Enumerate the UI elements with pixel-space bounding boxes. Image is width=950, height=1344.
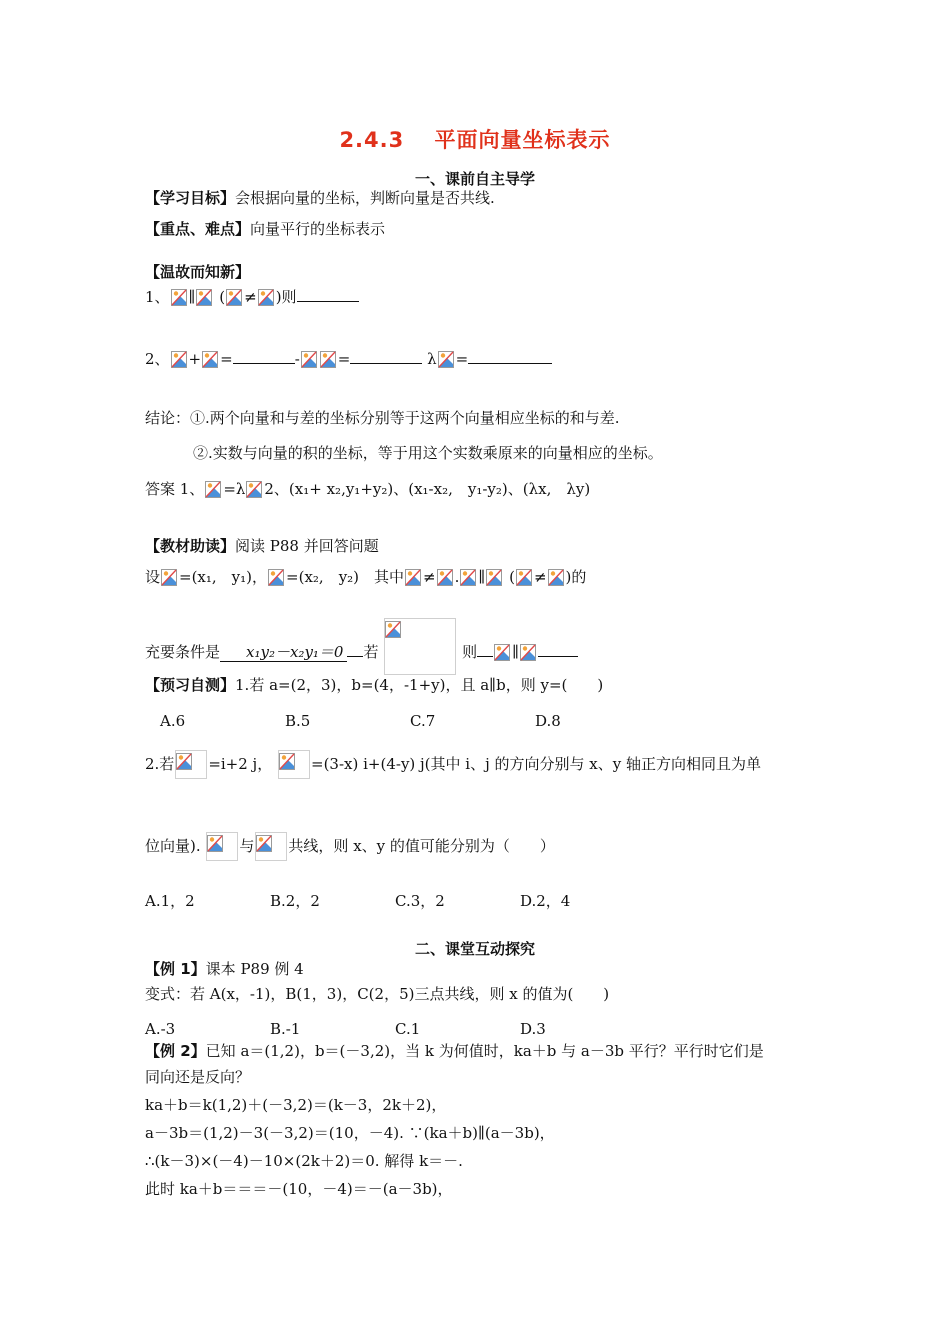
vector-image-icon <box>202 349 219 371</box>
answer-blank <box>347 656 363 657</box>
example-1-text: 课本 P89 例 4 <box>205 960 304 978</box>
answer-blank <box>297 287 359 302</box>
not-equal-symbol: ≠ <box>533 568 547 586</box>
q2-prefix: 2.若 <box>145 755 175 773</box>
q2-line2-tail: 共线，则 x、y 的值可能分别为（ ） <box>288 837 555 855</box>
conclusion-1 <box>145 408 620 428</box>
vector-image-icon <box>278 750 310 779</box>
set-prefix: 设 <box>145 568 161 586</box>
example-2-line2: 同向还是反向？ <box>145 1068 251 1086</box>
vector-image-icon <box>205 479 222 501</box>
broken-image-glyph <box>385 619 402 641</box>
key-points <box>145 219 385 239</box>
textbook-guide <box>145 536 379 556</box>
textbook-label: 【教材助读】 <box>145 537 236 555</box>
option-d: D.3 <box>520 1020 546 1038</box>
broken-image-glyph <box>268 567 285 589</box>
vector-image-icon <box>405 567 422 589</box>
review-item-1 <box>145 287 359 309</box>
parallel-symbol: ∥ <box>512 643 520 661</box>
vector-image-icon <box>226 287 243 309</box>
broken-image-glyph <box>207 833 224 855</box>
example-1 <box>145 959 304 979</box>
answer-mid: =λ <box>223 480 246 498</box>
broken-image-glyph <box>516 567 533 589</box>
vector-image-icon <box>460 567 477 589</box>
vector-image-icon <box>255 832 287 861</box>
broken-image-glyph <box>494 642 511 664</box>
solution-line-2: a－3b＝(1,2)－3(－3,2)＝(10，－4). ∵(ka＋b)∥(a－3b)， <box>145 1124 555 1142</box>
paren-open: ( <box>219 288 226 306</box>
equals-symbol: = <box>220 350 233 368</box>
conclusion-1-text: ①.两个向量和与差的坐标分别等于这两个向量相应坐标的和与差. <box>190 409 620 427</box>
answer-blank <box>233 349 295 364</box>
option-a: A.6 <box>160 712 186 730</box>
answer-blank <box>468 349 552 364</box>
option-c: C.7 <box>410 712 436 730</box>
vector-image-icon <box>494 642 511 664</box>
preview-label: 【预习自测】 <box>145 676 236 694</box>
review1-prefix: 1、 <box>145 288 170 306</box>
example-1-label: 【例 1】 <box>145 960 206 978</box>
example-2-label: 【例 2】 <box>145 1042 206 1060</box>
broken-image-glyph <box>202 349 219 371</box>
preview-q2 <box>145 750 761 779</box>
vector-image-icon <box>548 567 565 589</box>
vector-image-icon <box>516 567 533 589</box>
vector-image-icon <box>384 618 456 675</box>
review2-prefix: 2、 <box>145 350 170 368</box>
parallel-symbol: ∥ <box>188 288 196 306</box>
q2-options <box>145 891 570 911</box>
vector-image-icon <box>196 287 213 309</box>
vector-image-icon <box>268 567 285 589</box>
equals-symbol: = <box>455 350 469 368</box>
vector-image-icon <box>246 479 263 501</box>
lambda-symbol: λ <box>427 350 437 368</box>
vector-image-icon <box>438 349 455 371</box>
review-heading: 【温故而知新】 <box>145 263 251 281</box>
section-heading-2: 二、课堂互动探究 <box>414 940 535 958</box>
q2-part1: =i+2 j， <box>208 755 273 773</box>
not-equal-symbol: ≠ <box>423 568 436 586</box>
answer-rest: 2、(x₁+ x₂,y₁+y₂)、(x₁-x₂, y₁-y₂)、(λx, λy) <box>264 480 591 498</box>
goal-label: 【学习目标】 <box>145 189 236 207</box>
setup-line: 设 =(x₁, y₁)， =(x₂, y₂) 其中 ≠ . ∥ ( ≠ )的 <box>145 567 586 589</box>
option-a: A.1，2 <box>145 892 195 910</box>
broken-image-glyph <box>161 567 178 589</box>
review1-tail: )则 <box>275 288 297 306</box>
answer-prefix: 答案 1、 <box>145 480 205 498</box>
answer-line <box>145 479 590 501</box>
broken-image-glyph <box>196 287 213 309</box>
condition-then: 则 <box>462 643 478 661</box>
answer-blank <box>477 642 493 657</box>
vector-image-icon <box>301 349 318 371</box>
equals-symbol: = <box>337 350 351 368</box>
option-d: D.8 <box>535 712 561 730</box>
plus-symbol: + <box>188 350 202 368</box>
broken-image-glyph <box>279 751 296 773</box>
goal-text: 会根据向量的坐标，判断向量是否共线. <box>235 189 495 207</box>
broken-image-glyph <box>438 349 455 371</box>
vector-image-icon <box>320 349 337 371</box>
option-b: B.5 <box>285 712 311 730</box>
broken-image-glyph <box>486 567 503 589</box>
vector-image-icon <box>175 750 207 779</box>
not-equal-symbol: ≠ <box>244 288 257 306</box>
broken-image-glyph <box>520 642 537 664</box>
parallel-symbol: ∥ <box>478 568 486 586</box>
broken-image-glyph <box>171 287 188 309</box>
broken-image-glyph <box>320 349 337 371</box>
condition-line <box>145 618 578 675</box>
conclusion-2: ②.实数与向量的积的坐标，等于用这个实数乘原来的向量相应的坐标。 <box>193 444 663 462</box>
dot-symbol: . <box>454 568 460 586</box>
set-a: =(x₁, y₁)， <box>179 568 268 586</box>
example-1-variant: 变式：若 A(x，-1)，B(1，3)，C(2，5)三点共线，则 x 的值为( ) <box>145 985 610 1003</box>
broken-image-glyph <box>301 349 318 371</box>
condition-if: 若 <box>363 643 379 661</box>
set-b: =(x₂, y₂) 其中 <box>286 568 405 586</box>
solution-line-3: ∴(k－3)×(－4)－10×(2k＋2)＝0. 解得 k＝－. <box>145 1152 463 1170</box>
preview-q2-line2 <box>145 832 555 861</box>
answer-blank <box>350 349 422 364</box>
option-b: B.-1 <box>270 1020 301 1038</box>
broken-image-glyph <box>205 479 222 501</box>
question-1: 1.若 a=(2，3)，b=(4，-1+y)，且 a∥b，则 y=( ) <box>235 676 604 694</box>
vector-image-icon <box>171 287 188 309</box>
review-label <box>145 262 250 282</box>
review-item-2 <box>145 349 552 371</box>
example-2 <box>145 1041 764 1061</box>
option-c: C.3，2 <box>395 892 445 910</box>
broken-image-glyph <box>176 751 193 773</box>
answer-blank <box>538 642 578 657</box>
vector-image-icon <box>206 832 238 861</box>
condition-formula: x₁y₂－x₂y₁＝0 <box>220 643 347 662</box>
broken-image-glyph <box>437 567 454 589</box>
vector-image-icon <box>258 287 275 309</box>
option-d: D.2，4 <box>520 892 571 910</box>
broken-image-glyph <box>548 567 565 589</box>
broken-image-glyph <box>171 349 188 371</box>
textbook-text: 阅读 P88 并回答问题 <box>235 537 379 555</box>
broken-image-glyph <box>246 479 263 501</box>
section-heading-1: 一、课前自主导学 <box>414 170 535 188</box>
conclusion-label: 结论： <box>145 409 191 427</box>
vector-image-icon <box>171 349 188 371</box>
option-b: B.2，2 <box>270 892 320 910</box>
solution-line-1: ka＋b＝k(1,2)＋(－3,2)＝(k－3，2k＋2)， <box>145 1096 447 1114</box>
broken-image-glyph <box>405 567 422 589</box>
learning-goal <box>145 188 495 208</box>
broken-image-glyph <box>226 287 243 309</box>
broken-image-glyph <box>258 287 275 309</box>
vector-image-icon <box>520 642 537 664</box>
solution-line-4: 此时 ka＋b＝＝＝－(10，－4)＝－(a－3b)， <box>145 1180 453 1198</box>
option-a: A.-3 <box>145 1020 176 1038</box>
q1-options <box>160 711 561 731</box>
vector-image-icon <box>437 567 454 589</box>
set-tail: )的 <box>565 568 587 586</box>
minus-symbol: - <box>294 350 300 368</box>
example-2-text: 已知 a＝(1,2)，b＝(－3,2)，当 k 为何值时，ka＋b 与 a－3b 平行？平行时它们是 <box>205 1042 764 1060</box>
condition-prefix: 充要条件是 <box>145 643 221 661</box>
vector-image-icon <box>161 567 178 589</box>
q2-with: 与 <box>239 837 255 855</box>
vector-image-icon <box>486 567 503 589</box>
ex1-options <box>145 1019 546 1039</box>
broken-image-glyph <box>256 833 273 855</box>
key-text: 向量平行的坐标表示 <box>250 220 386 238</box>
option-c: C.1 <box>395 1020 421 1038</box>
preview-q1 <box>145 675 603 695</box>
q2-part2: =(3-x) i+(4-y) j(其中 i、j 的方向分别与 x、y 轴正方向相同且为单 <box>311 755 761 773</box>
q2-line2-prefix: 位向量). <box>145 837 201 855</box>
key-label: 【重点、难点】 <box>145 220 251 238</box>
broken-image-glyph <box>460 567 477 589</box>
page-title: 2.4.3 平面向量坐标表示 <box>339 128 611 152</box>
